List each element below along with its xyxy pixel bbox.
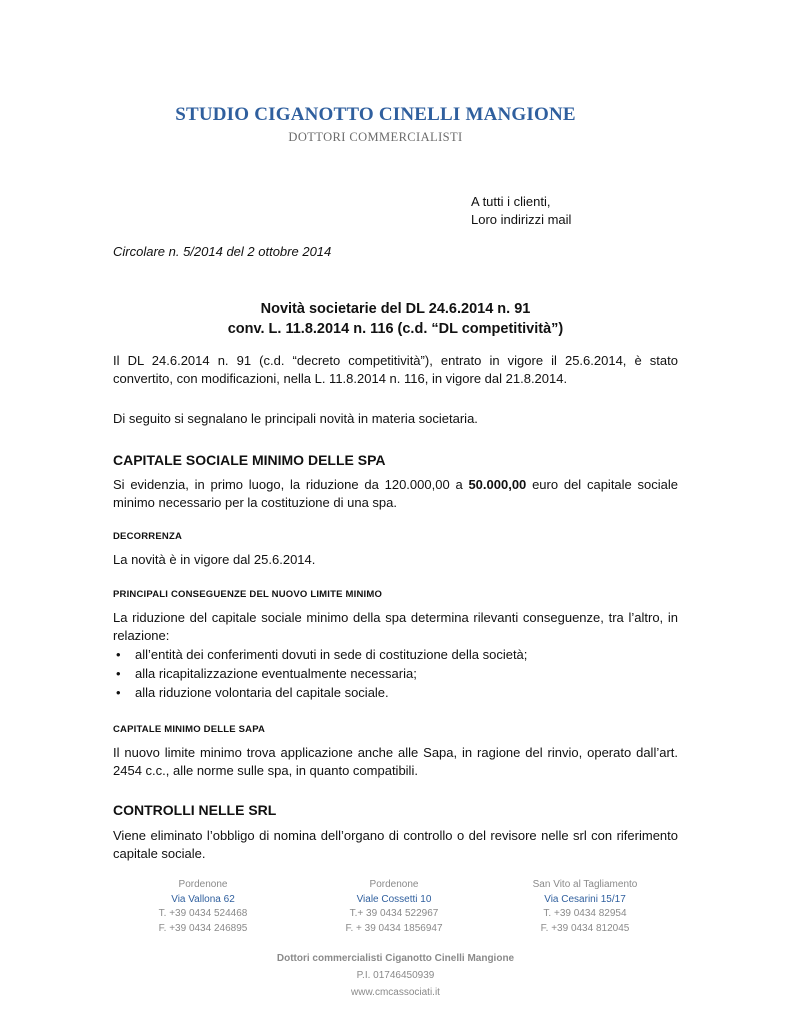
firm-subtitle: DOTTORI COMMERCIALISTI: [288, 130, 463, 144]
office-fax: F. + 39 0434 1856947: [345, 922, 443, 934]
section1-text-after: euro del capitale sociale minimo necessario per la costituzione di una spa.: [113, 477, 679, 510]
intro-paragraph-2: Di seguito si segnalano le principali novità in materia societaria.: [113, 411, 478, 426]
office-street: Via Vallona 62: [171, 893, 235, 905]
office-street: Viale Cossetti 10: [356, 893, 432, 905]
footer-office-1: [103, 878, 303, 936]
title-line-1: Novità societarie del DL 24.6.2014 n. 91: [260, 301, 531, 317]
list-item: • alla riduzione volontaria del capitale sociale.: [116, 685, 389, 700]
intro-paragraph-1: Il DL 24.6.2014 n. 91 (c.d. “decreto competitività”), entrato in vigore il 25.6.2014, è stato convertito, con modificazioni, nella L. 11.8.2014 n. 116, in vigore dal 21.8.2014.: [113, 353, 678, 386]
bullet-icon: •: [116, 685, 121, 700]
sapa-text: Il nuovo limite minimo trova applicazione anche alle Sapa, in ragione del rinvio, operato dall’art. 2454 c.c., alle norme sulle spa, in quanto compatibili.: [113, 745, 678, 778]
subheading-sapa: CAPITALE MINIMO DELLE SAPA: [113, 724, 266, 735]
conseguenze-bullet-list: [113, 645, 678, 702]
subheading-decorrenza: DECORRENZA: [113, 531, 183, 542]
office-fax: F. +39 0434 246895: [158, 922, 248, 934]
bullet-icon: •: [116, 647, 121, 662]
controlli-srl-text: Viene eliminato l’obbligo di nomina dell’organo di controllo o del revisore nelle srl con riferimento capitale sociale.: [113, 828, 678, 861]
footer-office-2: [294, 878, 494, 936]
footer-company-name: Dottori commercialisti Ciganotto Cinelli Mangione: [276, 953, 515, 964]
section-heading-controlli-srl: CONTROLLI NELLE SRL: [113, 802, 277, 818]
office-phone: T.+ 39 0434 522967: [349, 908, 439, 919]
circular-reference: Circolare n. 5/2014 del 2 ottobre 2014: [113, 244, 332, 259]
addressee-line-1: A tutti i clienti,: [471, 194, 551, 209]
office-fax: F. +39 0434 812045: [540, 922, 630, 934]
section1-text-before: Si evidenzia, in primo luogo, la riduzione da 120.000,00 a: [113, 477, 469, 492]
conseguenze-text: La riduzione del capitale sociale minimo della spa determina rilevanti conseguenze, tra l’altro, in relazione:: [113, 610, 678, 643]
office-street: Via Cesarini 15/17: [544, 893, 626, 905]
footer-company-block: [0, 950, 791, 1001]
list-item: • alla ricapitalizzazione eventualmente necessaria;: [116, 666, 417, 681]
section1-paragraph: [113, 476, 678, 512]
office-phone: T. +39 0434 524468: [158, 908, 248, 919]
footer-office-3: [485, 878, 685, 936]
office-city: Pordenone: [178, 879, 228, 890]
office-phone: T. +39 0434 82954: [543, 908, 627, 919]
document-title: [113, 299, 678, 339]
list-item: • all’entità dei conferimenti dovuti in sede di costituzione della società;: [116, 647, 528, 662]
footer-vat: P.I. 01746450939: [356, 970, 435, 981]
office-city: Pordenone: [369, 879, 419, 890]
section-heading-capitale-sociale: CAPITALE SOCIALE MINIMO DELLE SPA: [113, 452, 386, 468]
decorrenza-text: La novità è in vigore dal 25.6.2014.: [113, 552, 316, 567]
bullet-icon: •: [116, 666, 121, 681]
firm-name: STUDIO CIGANOTTO CINELLI MANGIONE: [175, 104, 576, 125]
addressee-line-2: Loro indirizzi mail: [471, 212, 572, 227]
subheading-conseguenze: PRINCIPALI CONSEGUENZE DEL NUOVO LIMITE MINIMO: [113, 589, 383, 600]
footer-website: www.cmcassociati.it: [351, 987, 440, 998]
section1-amount: 50.000,00: [468, 477, 527, 492]
addressee-block: [471, 193, 571, 229]
office-city: San Vito al Tagliamento: [532, 879, 638, 890]
title-line-2: conv. L. 11.8.2014 n. 116 (c.d. “DL competitività”): [227, 321, 564, 337]
